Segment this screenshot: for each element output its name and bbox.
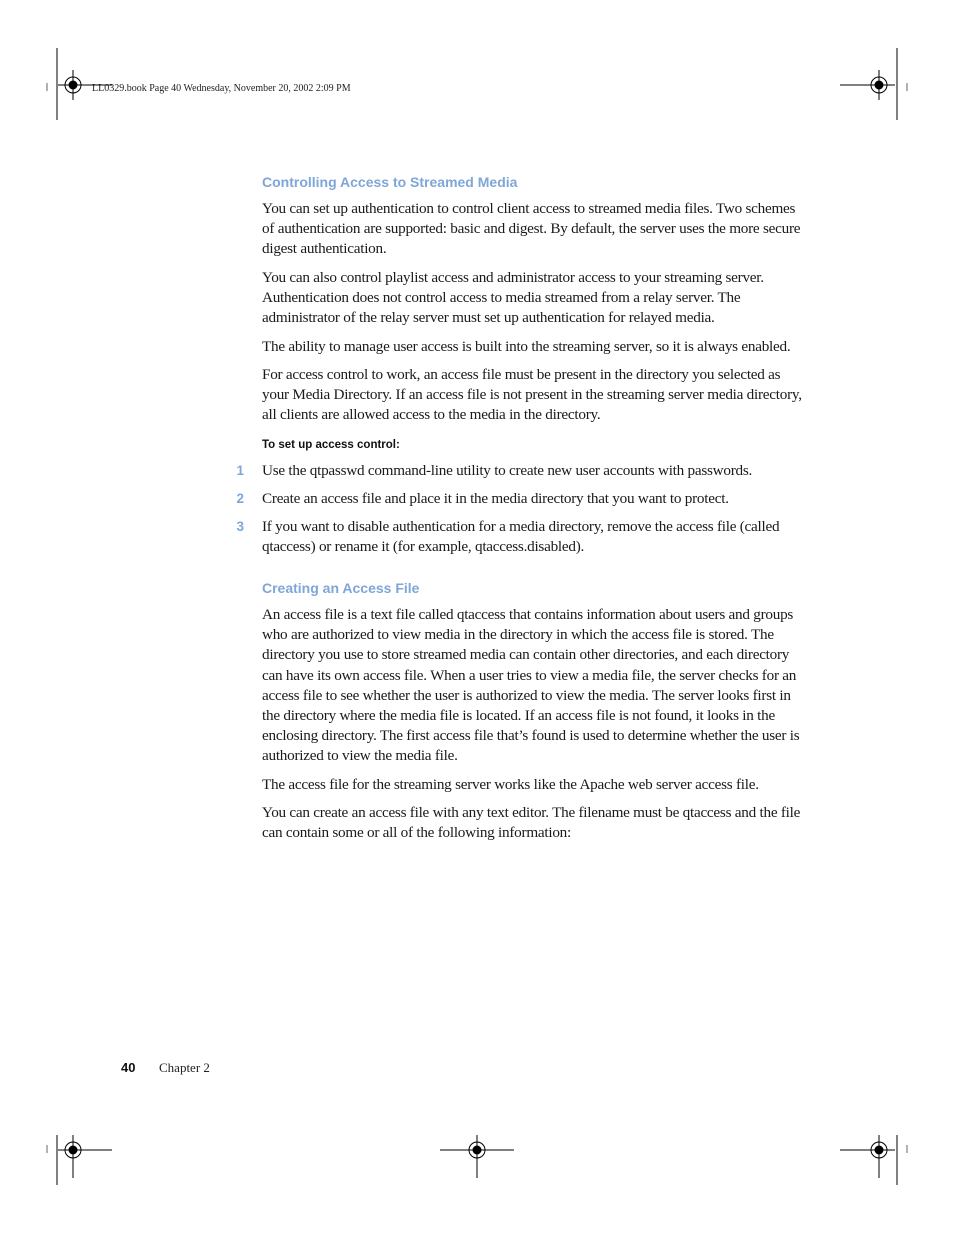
print-slug: LL0329.book Page 40 Wednesday, November 20, 2002 2:09 PM [92, 83, 351, 94]
step-text: If you want to disable authentication for a media directory, remove the access file (called qtaccess) or rename it (for example, qtaccess.disabled). [262, 518, 780, 556]
registration-mark-icon [840, 1135, 895, 1178]
procedure-title: To set up access control: [262, 439, 400, 451]
body-paragraph: The access file for the streaming server works like the Apache web server access file. [262, 776, 759, 793]
step-number: 3 [236, 519, 244, 534]
step-number: 2 [236, 491, 244, 506]
registration-mark-icon [840, 70, 895, 100]
step-text: Create an access file and place it in the media directory that you want to protect. [262, 490, 729, 507]
step-text: Use the qtpasswd command-line utility to create new user accounts with passwords. [262, 462, 753, 479]
body-paragraph: The ability to manage user access is built into the streaming server, so it is always enabled. [262, 338, 791, 355]
body-paragraph: You can create an access file with any text editor. The filename must be qtaccess and the file can contain some or all of the following information: [262, 804, 801, 842]
crop-mark-icon [897, 48, 907, 120]
body-paragraph: You can set up authentication to control client access to streamed media files. Two schemes of authentication are supported: basic and digest. By default, the server uses the more secure digest authentication. [262, 200, 801, 258]
registration-mark-icon [58, 1135, 112, 1178]
body-paragraph: You can also control playlist access and administrator access to your streaming server. Authentication does not control access to media streamed from a relay server. The administrator of the relay server must set up authentication for relayed media. [262, 269, 764, 327]
crop-mark-icon [47, 48, 57, 120]
section-heading-creating-access-file: Creating an Access File [262, 580, 420, 596]
section-heading-controlling-access: Controlling Access to Streamed Media [262, 174, 518, 190]
body-paragraph: An access file is a text file called qtaccess that contains information about users and groups who are authorized to view media in the directory in which the access file is stored. The directory you use to store streamed media can contain other directories, and each directory can have its own access file. When a user tries to view a media file, the server checks for an access file to see whether the user is authorized to view the media. The server looks first in the directory where the media file is located. If an access file is not found, it looks in the enclosing directory. The first access file that’s found is used to determine whether the user is authorized to view the media file. [262, 606, 800, 765]
step-number: 1 [236, 463, 244, 478]
page-number: 40 [121, 1060, 136, 1075]
body-paragraph: For access control to work, an access file must be present in the directory you selected as your Media Directory. If an access file is not present in the streaming server media directory, all clients are allowed access to the media in the directory. [262, 366, 802, 424]
chapter-label: Chapter 2 [159, 1060, 210, 1075]
crop-mark-icon [47, 1135, 57, 1185]
registration-mark-icon [440, 1135, 514, 1178]
crop-mark-icon [897, 1135, 907, 1185]
